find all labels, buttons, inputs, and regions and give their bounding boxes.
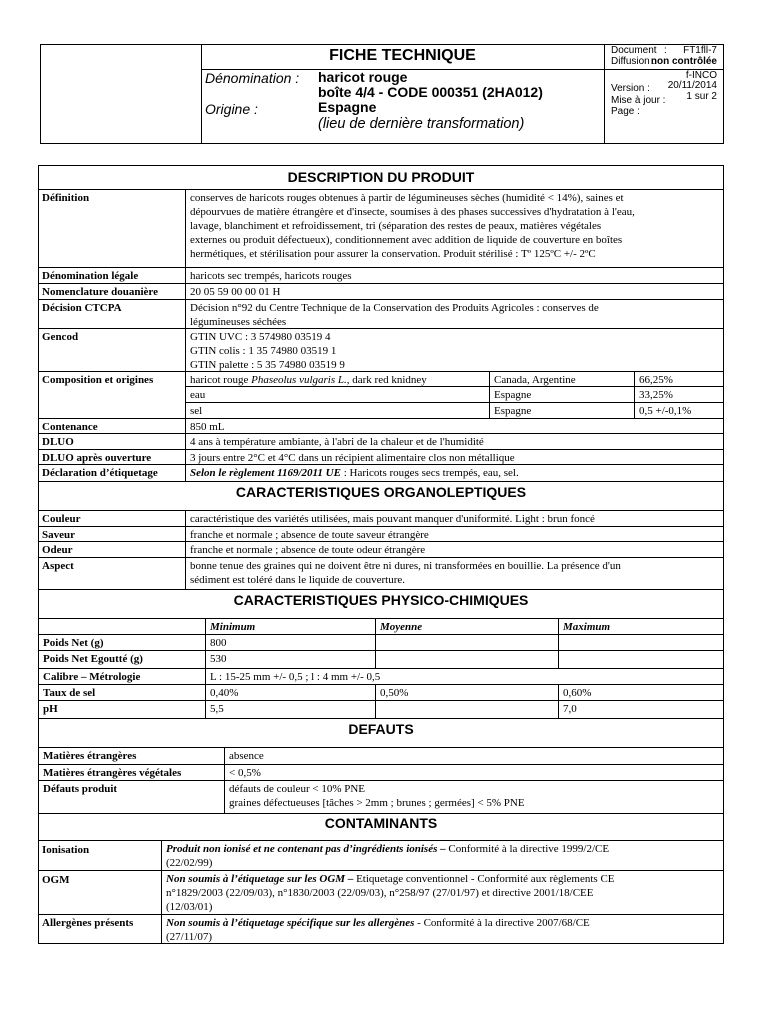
document-label: Document [611, 45, 657, 56]
diffusion-value: non contrôlée [650, 56, 717, 67]
odeur-label: Odeur [39, 542, 186, 557]
calibre-value: L : 15-25 mm +/- 0,5 ; l : 4 mm +/- 0,5 [210, 671, 381, 683]
row-poids-egoutte [39, 651, 723, 669]
saveur-label: Saveur [39, 527, 186, 541]
definition-line: dépourvues de matière étrangère et d'insecte, soumises à des phases successives d'hydratation à l'eau, [190, 206, 635, 218]
denom-legale-value: haricots sec trempés, haricots rouges [190, 270, 352, 282]
ingredient-origin: Canada, Argentine [490, 372, 635, 386]
sel-moy: 0,50% [376, 685, 559, 700]
product-sheet-table [38, 165, 724, 944]
maj-label: Mise à jour : [611, 95, 666, 106]
couleur-value: caractéristique des variétés utilisées, mais pouvant manquer d'uniformité. Light : brun foncé [190, 513, 595, 525]
origine-note: (lieu de dernière transformation) [318, 116, 525, 132]
ingredient-name: eau [186, 387, 490, 402]
definition-line: hermétiques, et stérilisation pour assurer la conservation. Produit stérilisé : Tº 125ºC +/- 2ºC [190, 248, 596, 260]
physico-header-row [39, 619, 723, 635]
ingredient-origin: Espagne [490, 403, 635, 418]
finco-label: f-INCO [685, 70, 717, 81]
col-moyenne: Moyenne [376, 619, 559, 634]
boite-code: boîte 4/4 - CODE 000351 (2HA012) [318, 84, 543, 100]
ogm-line: n°1829/2003 (22/09/03), n°1830/2003 (22/09/03), n°258/97 (27/01/97) et directive 2001/18/CEE [166, 887, 594, 899]
ph-min: 5,5 [206, 701, 376, 718]
row-taux-sel [39, 685, 723, 701]
row-definition [39, 190, 723, 268]
section-title-description: DESCRIPTION DU PRODUIT [39, 165, 723, 190]
row-odeur [39, 542, 723, 558]
poids-net-label: Poids Net (g) [39, 635, 206, 650]
ionisation-directive: Conformité à la directive 1999/2/CE [445, 843, 610, 855]
ingredient-percent: 66,25% [639, 374, 673, 386]
col-maximum: Maximum [563, 621, 611, 633]
gencod-line: GTIN colis : 1 35 74980 03519 1 [190, 345, 337, 357]
row-denomination-legale [39, 268, 723, 284]
denom-legale-label: Dénomination légale [39, 268, 186, 283]
ingredient-percent: 0,5 +/-0,1% [639, 405, 692, 417]
ingredient-name: sel [186, 403, 490, 418]
row-ogm [39, 871, 723, 915]
section-title-contaminants: CONTAMINANTS [39, 813, 723, 841]
composition-label: Composition et origines [39, 372, 186, 418]
version-label: Version : [611, 83, 650, 94]
etrangeres-label: Matières étrangères [39, 748, 225, 764]
ingredient-origin: Espagne [490, 387, 635, 402]
row-ph [39, 701, 723, 718]
etrangeres-value: absence [229, 750, 264, 762]
row-dluo-ouverture [39, 450, 723, 465]
definition-line: conserves de haricots rouges obtenues à partir de légumineuses sèches (humidité < 14%), saines et [190, 192, 624, 204]
sel-min: 0,40% [206, 685, 376, 700]
vegetales-value: < 0,5% [229, 767, 261, 779]
page-label: Page : [611, 106, 640, 117]
etiquetage-text: : Haricots rouges secs trempés, eau, sel. [340, 467, 519, 479]
row-matieres-vegetales [39, 765, 723, 781]
section-title-defauts: DEFAUTS [39, 718, 723, 748]
row-nomenclature [39, 284, 723, 300]
ogm-directive: Etiquetage conventionnel - Conformité aux règlements CE [353, 873, 615, 885]
allergenes-directive: - Conformité à la directive 2007/68/CE [414, 917, 590, 929]
row-etiquetage [39, 465, 723, 481]
ingredient-percent: 33,25% [639, 389, 673, 401]
row-calibre [39, 669, 723, 685]
defaut-line: défauts de couleur < 10% PNE [229, 783, 366, 795]
allergenes-label: Allergènes présents [39, 915, 162, 944]
nomenclature-value: 20 05 59 00 00 01 H [190, 286, 281, 298]
dluo-ouverture-value: 3 jours entre 2°C et 4°C dans un récipient alimentaire clos non métallique [190, 452, 515, 464]
ph-max: 7,0 [563, 703, 577, 715]
ctcpa-line: légumineuses séchées [190, 316, 287, 328]
ionisation-label: Ionisation [39, 841, 162, 870]
dluo-ouverture-label: DLUO après ouverture [39, 450, 186, 464]
ogm-line: (12/03/01) [166, 901, 213, 913]
row-saveur [39, 527, 723, 542]
definition-line: externes ou produit défectueux), conditionnement avec addition de liquide de couverture en boîtes [190, 234, 623, 246]
gencod-line: GTIN UVC : 3 574980 03519 4 [190, 331, 331, 343]
denomination-label: Dénomination : [205, 70, 300, 86]
ionisation-statement: Produit non ionisé et ne contenant pas d’ingrédients ionisés – [166, 843, 446, 855]
contenance-value: 850 mL [190, 421, 225, 433]
header-meta [604, 45, 723, 143]
allergenes-date: (27/11/07) [166, 931, 213, 943]
saveur-value: franche et normale ; absence de toute saveur étrangère [190, 529, 429, 541]
dluo-value: 4 ans à température ambiante, à l'abri de la chaleur et de l'humidité [190, 436, 484, 448]
composition-row [186, 403, 723, 419]
poids-egoutte-min: 530 [206, 651, 376, 668]
ionisation-date: (22/02/99) [166, 857, 213, 869]
denomination-value: haricot rouge [318, 69, 408, 85]
row-couleur [39, 511, 723, 527]
row-ionisation [39, 841, 723, 871]
composition-row [186, 372, 723, 387]
ingredient-latin: Phaseolus vulgaris L. [251, 374, 347, 386]
row-gencod [39, 329, 723, 372]
calibre-label: Calibre – Métrologie [39, 669, 206, 684]
row-dluo [39, 434, 723, 450]
aspect-line: bonne tenue des graines qui ne doivent être ni dures, ni transformées en bouillie. La présence d'un [190, 560, 621, 572]
ph-label: pH [39, 701, 206, 718]
defaut-line: graines défectueuses [tâches > 2mm ; brunes ; germées] < 5% PNE [229, 797, 525, 809]
version-value: 20/11/2014 [667, 80, 717, 91]
origine-value: Espagne [318, 99, 377, 115]
sel-label: Taux de sel [39, 685, 206, 700]
document-header [40, 44, 724, 144]
row-contenance [39, 419, 723, 434]
definition-line: lavage, blanchiment et refroidissement, tri (séparation des restes de peaux, matières végétales [190, 220, 602, 232]
couleur-label: Couleur [39, 511, 186, 526]
row-allergenes [39, 915, 723, 944]
ingredient-name: haricot rouge [190, 374, 252, 386]
diffusion-label: Diffusion : [611, 56, 656, 67]
contenance-label: Contenance [39, 419, 186, 433]
row-ctcpa [39, 300, 723, 329]
dluo-label: DLUO [39, 434, 186, 449]
etiquetage-label: Déclaration d’étiquetage [39, 465, 186, 481]
maj-value: 1 sur 2 [686, 91, 717, 102]
defauts-produit-label: Défauts produit [39, 781, 225, 813]
header-main [201, 45, 605, 143]
aspect-label: Aspect [39, 558, 186, 589]
row-aspect [39, 558, 723, 589]
row-matieres-etrangeres [39, 748, 723, 765]
etiquetage-regulation: Selon le règlement 1169/2011 UE [190, 467, 341, 479]
row-defauts-produit [39, 781, 723, 813]
poids-egoutte-label: Poids Net Egoutté (g) [39, 651, 206, 668]
origine-label: Origine : [205, 101, 258, 117]
gencod-line: GTIN palette : 5 35 74980 03519 9 [190, 359, 345, 371]
poids-net-min: 800 [206, 635, 376, 650]
document-colon: : [664, 45, 667, 56]
allergenes-statement: Non soumis à l’étiquetage spécifique sur les allergènes [166, 917, 415, 929]
composition-row [186, 387, 723, 403]
logo-area [41, 45, 202, 143]
col-minimum: Minimum [206, 619, 376, 634]
odeur-value: franche et normale ; absence de toute odeur étrangère [190, 544, 426, 556]
vegetales-label: Matières étrangères végétales [39, 765, 225, 780]
ingredient-variety: , dark red knidney [346, 374, 427, 386]
page-title: FICHE TECHNIQUE [201, 45, 604, 70]
nomenclature-label: Nomenclature douanière [39, 284, 186, 299]
sel-max: 0,60% [563, 687, 592, 699]
ogm-statement: Non soumis à l’étiquetage sur les OGM – [166, 873, 354, 885]
document-value: FT1fll-7 [683, 45, 717, 56]
section-title-organoleptiques: CARACTERISTIQUES ORGANOLEPTIQUES [39, 481, 723, 511]
ctcpa-line: Décision n°92 du Centre Technique de la Conservation des Produits Agricoles : conserves de [190, 302, 599, 314]
ogm-label: OGM [39, 871, 162, 914]
row-poids-net [39, 635, 723, 651]
aspect-line: sédiment est toléré dans le liquide de couverture. [190, 574, 406, 586]
gencod-label: Gencod [39, 329, 186, 371]
definition-label: Définition [39, 190, 186, 267]
section-title-physico: CARACTERISTIQUES PHYSICO-CHIMIQUES [39, 589, 723, 619]
ctcpa-label: Décision CTCPA [39, 300, 186, 328]
